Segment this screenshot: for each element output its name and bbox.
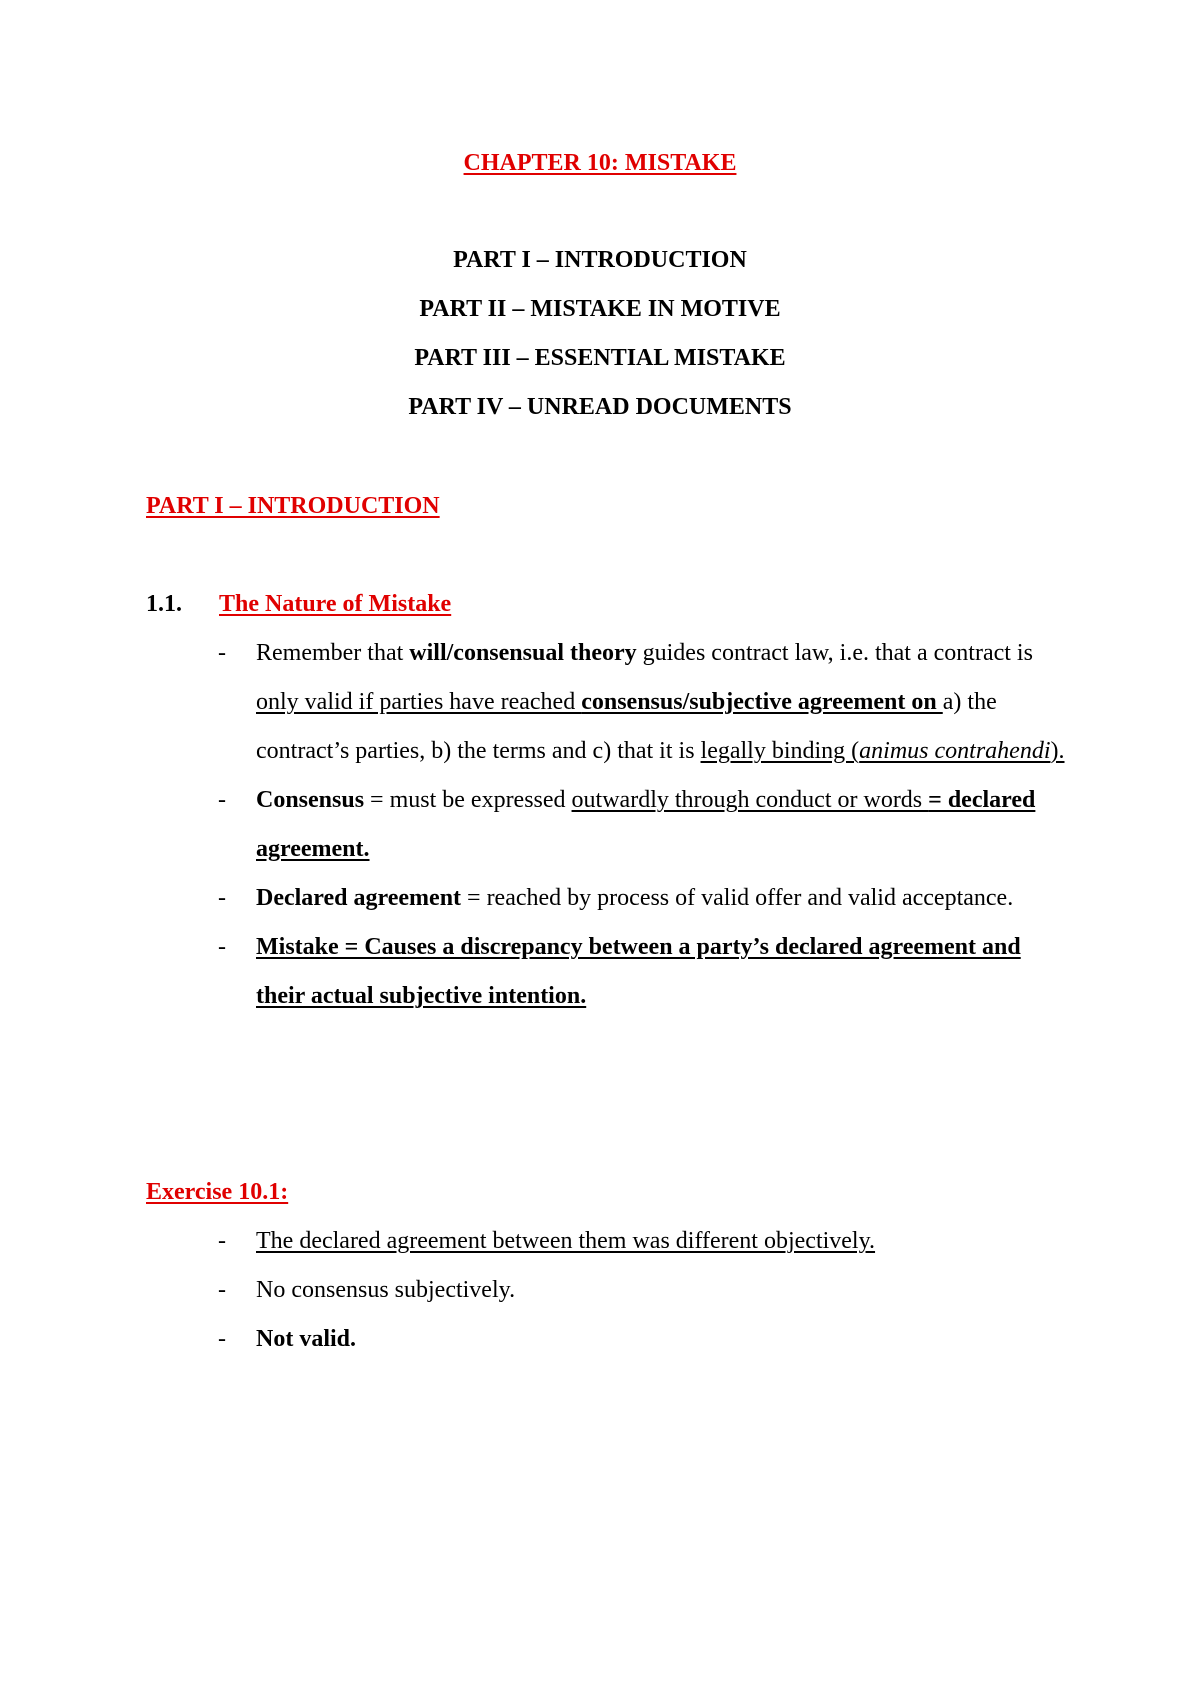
- table-of-contents: [0, 245, 1200, 441]
- section-bullets: [218, 629, 1068, 1021]
- section-heading: [146, 589, 451, 619]
- bullet-marker: -: [218, 787, 226, 813]
- text-run: Declared agreement: [256, 885, 462, 911]
- text-run: = declared agreement.: [256, 787, 1036, 862]
- text-run: legally binding (: [700, 738, 860, 764]
- list-item: [218, 629, 1068, 776]
- toc-item: PART IV – UNREAD DOCUMENTS: [408, 394, 792, 420]
- text-run: Not valid.: [256, 1326, 357, 1352]
- text-run: outwardly through conduct or words: [571, 787, 929, 813]
- text-run: consensus/subjective agreement on: [581, 689, 943, 715]
- list-item: [218, 1217, 1068, 1266]
- bullet-marker: -: [218, 1326, 226, 1352]
- section-title: The Nature of Mistake: [219, 591, 452, 617]
- text-run: a) the contract’s parties, b) the terms and c) that it is: [256, 689, 997, 764]
- text-run: Mistake = Causes a discrepancy between a party’s declared agreement and their actual subjective intention.: [256, 934, 1021, 1009]
- toc-item: PART III – ESSENTIAL MISTAKE: [414, 345, 786, 371]
- text-run: guides contract law, i.e. that a contract is: [636, 640, 1033, 666]
- bullet-marker: -: [218, 1228, 226, 1254]
- text-run: will/consensual theory: [409, 640, 637, 666]
- list-item: [218, 776, 1068, 874]
- text-run: animus contrahendi: [859, 738, 1051, 764]
- list-item: [218, 1315, 1068, 1364]
- text-run: ).: [1050, 738, 1065, 764]
- list-item: [218, 874, 1068, 923]
- toc-item: PART I – INTRODUCTION: [453, 247, 747, 273]
- section-number: 1.1.: [146, 591, 182, 617]
- list-item: [218, 1266, 1068, 1315]
- bullet-marker: -: [218, 934, 226, 960]
- list-item: [218, 923, 1068, 1021]
- text-run: The declared agreement between them was different objectively.: [256, 1228, 876, 1254]
- text-run: Consensus: [256, 787, 365, 813]
- exercise-heading: Exercise 10.1:: [146, 1179, 289, 1205]
- text-run: Remember that: [256, 640, 410, 666]
- bullet-marker: -: [218, 1277, 226, 1303]
- text-run: only valid if parties have reached: [256, 689, 582, 715]
- toc-item: PART II – MISTAKE IN MOTIVE: [419, 296, 781, 322]
- bullet-marker: -: [218, 885, 226, 911]
- text-run: = reached by process of valid offer and valid acceptance.: [461, 885, 1014, 911]
- part1-heading: PART I – INTRODUCTION: [146, 493, 440, 519]
- text-run: No consensus subjectively.: [256, 1277, 516, 1303]
- chapter-title: CHAPTER 10: MISTAKE: [463, 150, 737, 176]
- exercise-bullets: [218, 1217, 1068, 1364]
- bullet-marker: -: [218, 640, 226, 666]
- text-run: = must be expressed: [364, 787, 572, 813]
